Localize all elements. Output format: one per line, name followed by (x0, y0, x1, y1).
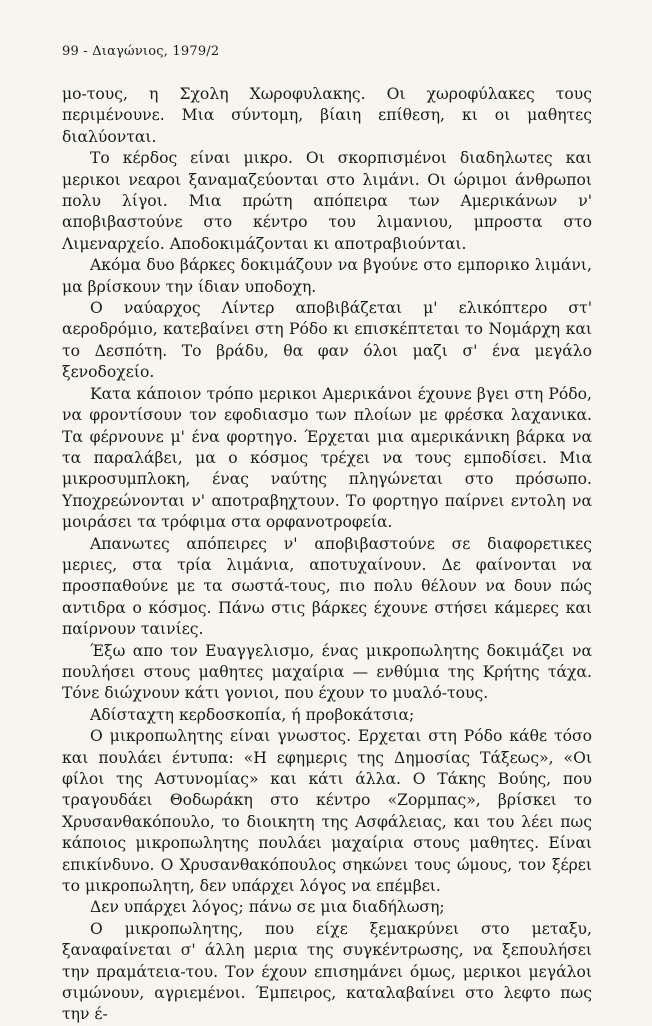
paragraph-continuation: μο-τους, η Σχολη Χωροφυλακης. Οι χωροφύλακες τους περιμένουνε. Μια σύντομη, βίαιη επίθεση, κι οι μαθητες διαλύονται. (62, 85, 592, 146)
paragraph: Απανωτες απόπειρες ν' αποβιβαστούνε σε διαφορετικες μεριες, στα τρία λιμάνια, αποτυχαίνουν. Δε φαίνονται να προσπαθούνε με τα σωστά-τους, πιο πολυ θέλουν να δουν πώς αντιδρα ο κόσμος. Πάνω στις βάρκες έχουνε στήσει κάμερες και παίρνουν ταινίες. (62, 534, 592, 639)
paragraph: Ο μικροπωλητης είναι γνωστος. Ερχεται στη Ρόδο κάθε τόσο και πουλάει έντυπα: «Η εφημερις της Δημοσίας Τάξεως», «Οι φίλοι της Αστυνομίας» και κάτι άλλα. Ο Τάκης Βούης, που τραγουδάει Θοδωράκη στο κέντρο «Ζορμπας», βρίσκει το Χρυσανθακόπουλο, το διοικητη της Ασφάλειας, και του λέει πως κάποιος μικροπωλητης πουλάει μαχαίρια στους μαθητες. Είναι επικίνδυνο. Ο Χρυσανθακόπουλος σηκώνει τους ώμους, τον ξέρει το μικροπωλητη, δεν υπάρχει λόγος να επέμβει. (62, 727, 592, 896)
paragraph: Ο ναύαρχος Λίντερ αποβιβάζεται μ' ελικόπτερο στ' αεροδρόμιο, κατεβαίνει στη Ρόδο κι επισκέπτεται το Νομάρχη και το Δεσπότη. Το βράδυ, θα φαν όλοι μαζι σ' ένα μεγάλο ξενοδοχείο. (62, 299, 592, 382)
running-head: 99 - Διαγώνιος, 1979/2 (62, 44, 220, 59)
paragraph: Ακόμα δυο βάρκες δοκιμάζουν να βγούνε στο εμπορικο λιμάνι, μα βρίσκουν την ίδιαν υποδοχη. (62, 256, 592, 296)
paragraph: Κατα κάποιον τρόπο μερικοι Αμερικάνοι έχουνε βγει στη Ρόδο, να φροντίσουν τον εφοδιασμο των πλοίων με φρέσκα λαχανικα. Τα φέρνουνε μ' ένα φορτηγο. Έρχεται μια αμερικάνικη βάρκα να τα παραλάβει, μα ο κόσμος τρέχει να τους εμποδίσει. Μια μικροσυμπλοκη, ένας ναύτης πληγώνεται στο πρόσωπο. Υποχρεώνονται ν' αποτραβηχτουν. Το φορτηγο παίρνει εντολη να μοιράσει τα τρόφιμα στα ορφανοτροφεία. (62, 384, 592, 532)
paragraph: Δεν υπάρχει λόγος; πάνω σε μια διαδήλωση; (90, 898, 445, 917)
paragraph: Αδίσταχτη κερδοσκοπία, ή προβοκάτσια; (90, 705, 415, 724)
body-text (62, 84, 592, 1026)
paragraph: Ο μικροπωλητης, που είχε ξεμακρύνει στο μεταξυ, ξαναφαίνεται σ' άλλη μερια της συγκέντρωσης, να ξεπουλήσει την πραμάτεια-του. Τον έχουν επισημάνει όμως, μερικοι μεγάλοι σιμώνουν, αγριεμένοι. Έμπειρος, καταλαβαίνει στο λεφτο πως την έ- (62, 919, 592, 1024)
paragraph: Έξω απο τον Ευαγγελισμο, ένας μικροπωλητης δοκιμάζει να πουλήσει στους μαθητες μαχαίρια — ενθύμια της Κρήτης τάχα. Τόνε διώχνουν κάτι γονιοι, που έχουν το μυαλό-τους. (62, 641, 592, 703)
paragraph: Το κέρδος είναι μικρο. Οι σκορπισμένοι διαδηλωτες και μερικοι νεαροι ξαναμαζεύονται στο λιμάνι. Οι ώριμοι άνθρωποι πολυ λίγοι. Μια πρώτη απόπειρα των Αμερικάνων ν' αποβιβαστούνε στο κέντρο του λιμανιου, μπροστα στο Λιμεναρχείο. Αποδοκιμάζονται κι αποτραβιούνται. (62, 149, 592, 253)
